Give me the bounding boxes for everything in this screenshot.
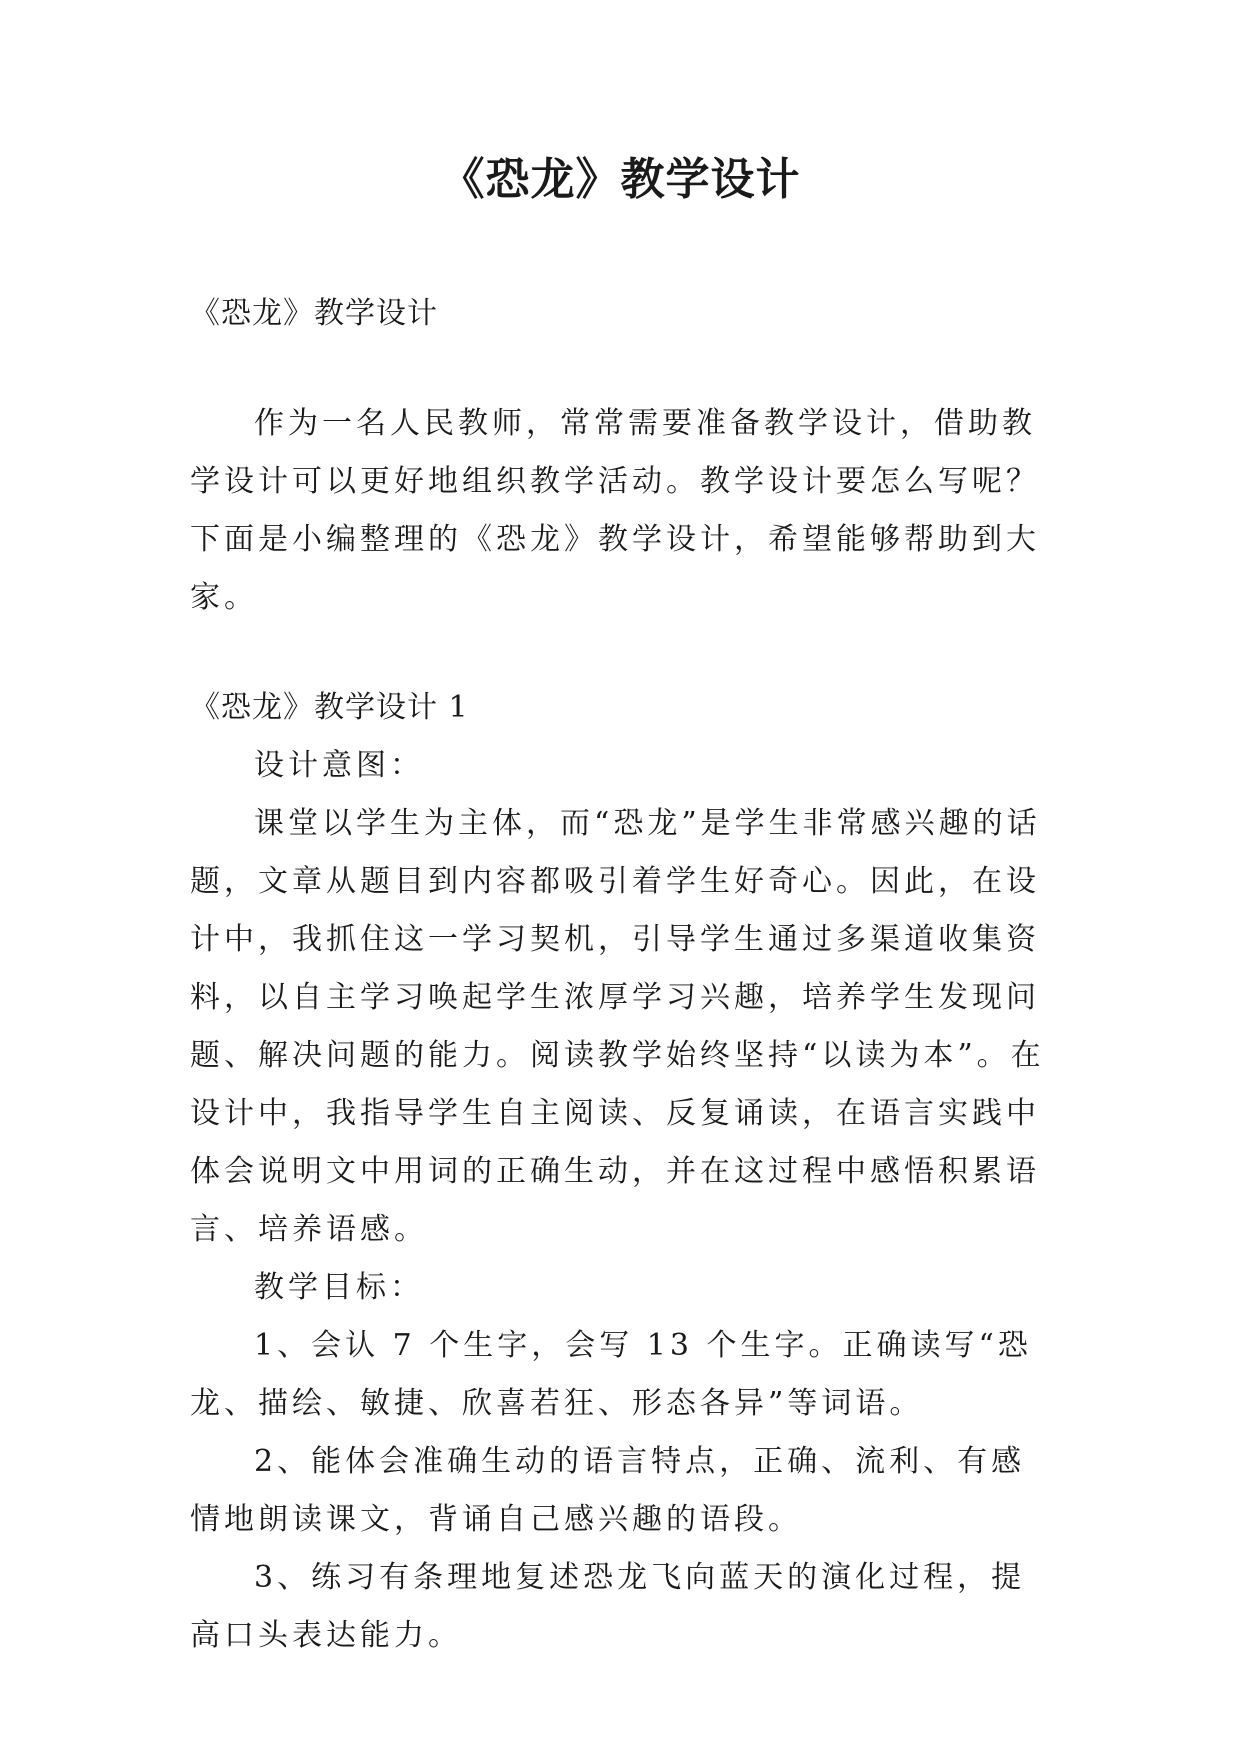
document-subtitle: 《恐龙》教学设计 xyxy=(190,296,438,331)
document-body xyxy=(190,285,1055,1665)
section-title: 《恐龙》教学设计 1 xyxy=(190,690,469,725)
goal-item-3: 3、练习有条理地复述恐龙飞向蓝天的演化过程，提高口头表达能力。 xyxy=(190,1560,1026,1653)
design-intent-label: 设计意图： xyxy=(254,748,424,783)
goal-item-2: 2、能体会准确生动的语言特点，正确、流利、有感情地朗读课文，背诵自己感兴趣的语段。 xyxy=(190,1444,1026,1537)
goal-item-1: 1、会认 7 个生字，会写 13 个生字。正确读写“恐龙、描绘、敏捷、欣喜若狂、形态各异”等词语。 xyxy=(190,1328,1032,1421)
intro-paragraph: 作为一名人民教师，常常需要准备教学设计，借助教学设计可以更好地组织教学活动。教学设计要怎么写呢？下面是小编整理的《恐龙》教学设计，希望能够帮助到大家。 xyxy=(190,406,1040,615)
goals-label: 教学目标： xyxy=(254,1270,424,1305)
design-intent-paragraph: 课堂以学生为主体，而“恐龙”是学生非常感兴趣的话题，文章从题目到内容都吸引着学生好奇心。因此，在设计中，我抓住这一学习契机，引导学生通过多渠道收集资料，以自主学习唤起学生浓厚学习兴趣，培养学生发现问题、解决问题的能力。阅读教学始终坚持“以读为本”。在设计中，我指导学生自主阅读、反复诵读，在语言实践中体会说明文中用词的正确生动，并在这过程中感悟积累语言、培养语感。 xyxy=(190,806,1045,1247)
document-title: 《恐龙》教学设计 xyxy=(440,154,801,205)
